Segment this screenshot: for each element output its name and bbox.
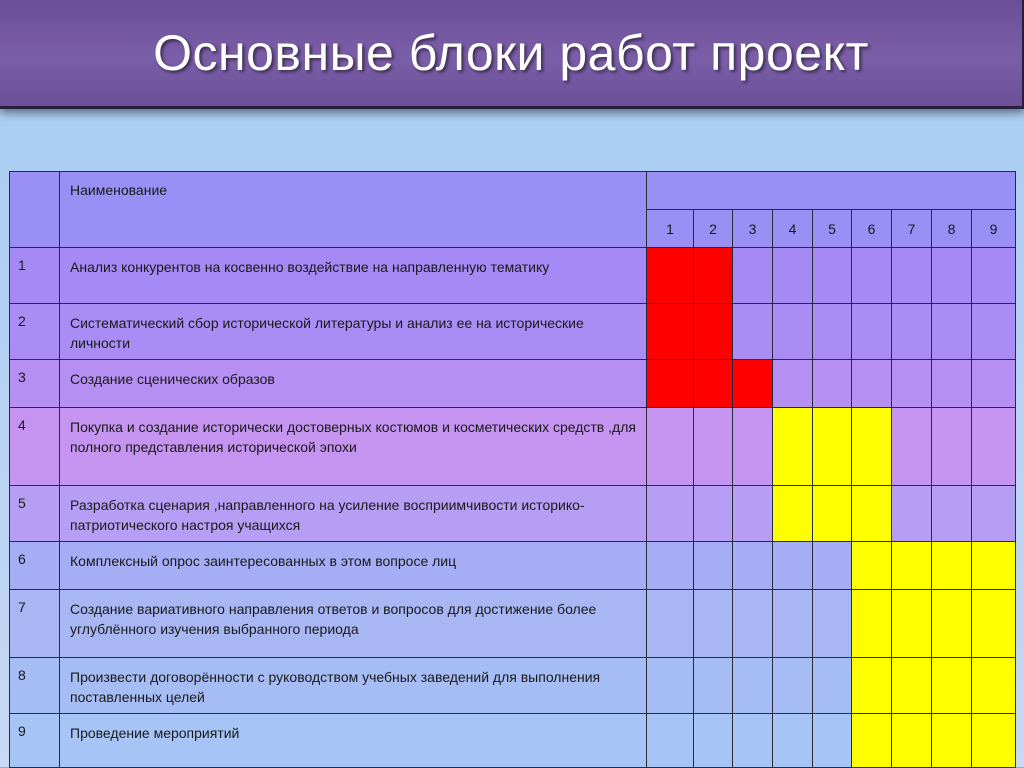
gantt-cell-active xyxy=(852,658,892,714)
gantt-cell xyxy=(647,658,694,714)
gantt-cell xyxy=(813,658,852,714)
month-header-cell: 3 xyxy=(733,210,773,248)
gantt-cell-active xyxy=(852,714,892,768)
gantt-cell xyxy=(773,714,813,768)
gantt-cell-active xyxy=(852,408,892,486)
gantt-cell xyxy=(694,714,733,768)
gantt-cell-active xyxy=(972,590,1016,658)
task-name: Создание сценических образов xyxy=(60,360,647,408)
gantt-cell xyxy=(852,304,892,360)
gantt-cell xyxy=(773,590,813,658)
month-header-cell: 6 xyxy=(852,210,892,248)
gantt-cell xyxy=(852,248,892,304)
task-name: Комплексный опрос заинтересованных в этом вопросе лиц xyxy=(60,542,647,590)
gantt-cell-active xyxy=(647,248,694,304)
task-name: Проведение мероприятий xyxy=(60,714,647,768)
gantt-cell xyxy=(892,304,932,360)
gantt-cell-active xyxy=(932,590,972,658)
gantt-cell-active xyxy=(694,360,733,408)
gantt-cell xyxy=(733,658,773,714)
page-title: Основные блоки работ проект xyxy=(153,25,869,81)
task-name: Систематический сбор исторической литературы и анализ ее на исторические личности xyxy=(60,304,647,360)
gantt-cell xyxy=(733,304,773,360)
row-number: 4 xyxy=(10,408,60,486)
gantt-cell-active xyxy=(647,360,694,408)
table-row xyxy=(10,486,1016,542)
gantt-cell xyxy=(892,360,932,408)
title-bar xyxy=(0,0,1024,109)
row-number: 1 xyxy=(10,248,60,304)
month-header-cell: 2 xyxy=(694,210,733,248)
header-name-cell: Наименование xyxy=(60,172,647,248)
gantt-cell xyxy=(972,248,1016,304)
header-period-cell xyxy=(647,172,1016,210)
row-number: 3 xyxy=(10,360,60,408)
gantt-cell xyxy=(773,542,813,590)
header-number-cell xyxy=(10,172,60,248)
gantt-cell xyxy=(694,542,733,590)
gantt-cell xyxy=(932,304,972,360)
gantt-cell xyxy=(733,714,773,768)
gantt-cell-active xyxy=(972,542,1016,590)
gantt-cell-active xyxy=(694,304,733,360)
gantt-cell-active xyxy=(892,590,932,658)
gantt-cell-active xyxy=(892,658,932,714)
month-header-cell: 9 xyxy=(972,210,1016,248)
gantt-cell xyxy=(932,408,972,486)
gantt-cell-active xyxy=(647,304,694,360)
row-number: 6 xyxy=(10,542,60,590)
gantt-cell xyxy=(852,360,892,408)
task-name: Анализ конкурентов на косвенно воздействие на направленную тематику xyxy=(60,248,647,304)
gantt-cell-active xyxy=(972,658,1016,714)
gantt-table xyxy=(9,171,1016,768)
gantt-cell xyxy=(773,360,813,408)
table-row xyxy=(10,658,1016,714)
gantt-cell xyxy=(733,408,773,486)
month-header-cell: 1 xyxy=(647,210,694,248)
table-row xyxy=(10,542,1016,590)
gantt-cell xyxy=(932,248,972,304)
gantt-cell xyxy=(813,360,852,408)
gantt-cell xyxy=(813,248,852,304)
month-header-cell: 7 xyxy=(892,210,932,248)
gantt-cell-active xyxy=(852,542,892,590)
gantt-cell-active xyxy=(773,486,813,542)
gantt-cell xyxy=(694,590,733,658)
row-number: 7 xyxy=(10,590,60,658)
task-name: Покупка и создание исторически достоверных костюмов и косметических средств ,для полного представления исторической эпохи xyxy=(60,408,647,486)
month-header-cell: 8 xyxy=(932,210,972,248)
gantt-cell xyxy=(892,248,932,304)
gantt-cell xyxy=(813,304,852,360)
gantt-cell xyxy=(773,658,813,714)
month-header-cell: 4 xyxy=(773,210,813,248)
task-name: Произвести договорённости с руководством учебных заведений для выполнения поставленных целей xyxy=(60,658,647,714)
gantt-cell-active xyxy=(932,714,972,768)
gantt-cell xyxy=(694,486,733,542)
header-row xyxy=(10,172,1016,210)
gantt-cell xyxy=(733,590,773,658)
gantt-cell-active xyxy=(892,542,932,590)
gantt-cell-active xyxy=(932,542,972,590)
gantt-cell xyxy=(813,542,852,590)
gantt-cell xyxy=(773,304,813,360)
gantt-cell-active xyxy=(892,714,932,768)
table-row xyxy=(10,590,1016,658)
row-number: 8 xyxy=(10,658,60,714)
table-row xyxy=(10,714,1016,768)
gantt-cell xyxy=(647,408,694,486)
gantt-cell xyxy=(892,486,932,542)
month-header-cell: 5 xyxy=(813,210,852,248)
gantt-cell xyxy=(647,714,694,768)
row-number: 9 xyxy=(10,714,60,768)
gantt-cell xyxy=(647,542,694,590)
gantt-cell-active xyxy=(813,486,852,542)
gantt-cell-active xyxy=(773,408,813,486)
gantt-cell xyxy=(972,408,1016,486)
gantt-cell xyxy=(773,248,813,304)
gantt-cell xyxy=(733,542,773,590)
gantt-cell xyxy=(892,408,932,486)
gantt-cell xyxy=(694,408,733,486)
gantt-cell xyxy=(972,360,1016,408)
gantt-cell xyxy=(972,486,1016,542)
gantt-cell xyxy=(972,304,1016,360)
table-row xyxy=(10,248,1016,304)
table-row xyxy=(10,360,1016,408)
gantt-cell xyxy=(813,590,852,658)
gantt-cell xyxy=(932,360,972,408)
table-row xyxy=(10,408,1016,486)
gantt-cell xyxy=(647,590,694,658)
row-number: 2 xyxy=(10,304,60,360)
gantt-cell-active xyxy=(813,408,852,486)
gantt-cell-active xyxy=(852,590,892,658)
gantt-cell xyxy=(733,248,773,304)
gantt-cell xyxy=(733,486,773,542)
table-row xyxy=(10,304,1016,360)
gantt-cell xyxy=(647,486,694,542)
row-number: 5 xyxy=(10,486,60,542)
gantt-cell-active xyxy=(972,714,1016,768)
gantt-cell xyxy=(694,658,733,714)
gantt-cell-active xyxy=(852,486,892,542)
task-name: Разработка сценария ,направленного на усиление восприимчивости историко- патриотического настроя учащихся xyxy=(60,486,647,542)
gantt-cell-active xyxy=(932,658,972,714)
gantt-cell xyxy=(813,714,852,768)
gantt-cell xyxy=(932,486,972,542)
gantt-cell-active xyxy=(733,360,773,408)
gantt-cell-active xyxy=(694,248,733,304)
task-name: Создание вариативного направления ответов и вопросов для достижение более углублённого изучения выбранного периода xyxy=(60,590,647,658)
